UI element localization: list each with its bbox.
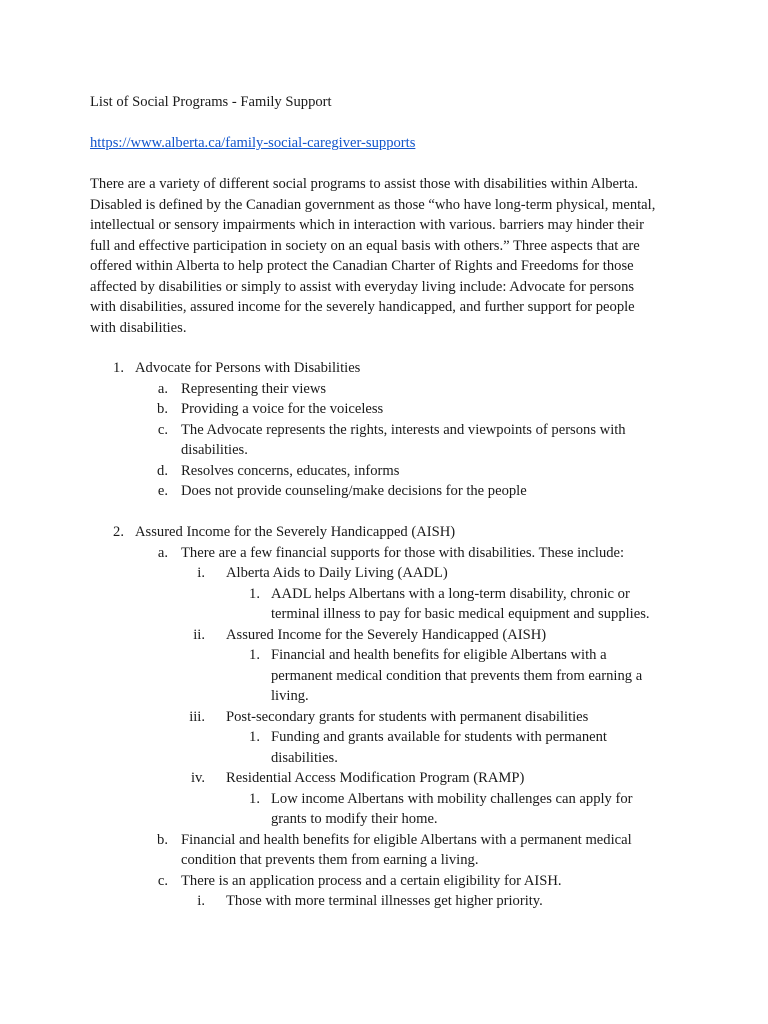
detail-item-continuation: terminal illness to pay for basic medical equipment and supplies. [271,606,650,622]
list-item: Providing a voice for the voiceless [181,401,384,417]
list-marker: d. [157,462,168,479]
list-marker: iii. [189,708,205,725]
list-marker: a. [157,380,168,397]
detail-item-continuation: disabilities. [271,749,338,766]
intro-line: offered within Alberta to help protect the Canadian Charter of Rights and Freedoms for those [90,258,634,274]
list-marker: b. [157,401,168,417]
section-heading: Assured Income for the Severely Handicapped (AISH) [135,524,456,540]
intro-line: full and effective participation in society on an equal basis with others.” Three aspects that are [90,237,640,254]
list-marker: 1. [249,729,260,745]
list-marker: iv. [190,770,205,786]
list-item: Representing their views [181,380,327,397]
intro-line: with disabilities, assured income for the severely handicapped, and further support for people [90,299,635,315]
source-link[interactable]: https://www.alberta.ca/family-social-caregiver-supports [90,135,416,151]
intro-line: There are a variety of different social programs to assist those with disabilities within Alberta. [90,176,639,192]
sub-item: Post-secondary grants for students with permanent disabilities [226,708,589,725]
list-marker: c. [157,872,168,889]
sub-item: Those with more terminal illnesses get higher priority. [226,893,543,909]
detail-item: Financial and health benefits for eligible Albertans with a [271,647,607,663]
detail-item-continuation: grants to modify their home. [271,811,438,827]
list-marker: b. [157,831,168,848]
detail-item: AADL helps Albertans with a long-term disability, chronic or [271,585,630,602]
list-item-continuation: disabilities. [181,442,248,458]
list-item: The Advocate represents the rights, interests and viewpoints of persons with [181,421,626,438]
list-item: There is an application process and a certain eligibility for AISH. [181,872,562,889]
detail-item: Low income Albertans with mobility challenges can apply for [271,790,633,807]
document-title: List of Social Programs - Family Support [90,94,332,110]
list-item: There are a few financial supports for those with disabilities. These include: [181,544,625,561]
list-item-continuation: condition that prevents them from earning a living. [181,852,479,868]
list-item: Does not provide counseling/make decisions for the people [181,483,527,499]
intro-line: intellectual or sensory impairments which in interaction with various. barriers may hinder their [90,217,644,233]
sub-item: Residential Access Modification Program (RAMP) [226,770,525,786]
list-marker: c. [157,421,168,438]
list-item: Resolves concerns, educates, informs [181,462,400,479]
section-heading: Advocate for Persons with Disabilities [135,360,361,376]
intro-line: with disabilities. [90,319,187,336]
intro-line: Disabled is defined by the Canadian government as those “who have long-term physical, mental, [90,196,656,213]
sub-item: Assured Income for the Severely Handicapped (AISH) [226,626,547,643]
intro-line: affected by disabilities or simply to assist with everyday living include: Advocate for persons [90,278,635,295]
list-marker: i. [197,893,205,909]
list-item: Financial and health benefits for eligible Albertans with a permanent medical [181,831,632,848]
list-marker: 1. [249,647,260,663]
list-marker: a. [157,544,168,561]
detail-item: Funding and grants available for students with permanent [271,729,607,745]
sub-item: Alberta Aids to Daily Living (AADL) [226,565,448,581]
detail-item-continuation: living. [271,688,309,704]
list-marker: 1. [249,790,260,807]
list-marker: e. [157,483,168,499]
list-marker: i. [197,565,205,581]
list-marker: ii. [193,626,205,643]
detail-item-continuation: permanent medical condition that prevents them from earning a [271,667,643,684]
list-marker: 1. [249,585,260,602]
list-marker: 2. [113,524,124,540]
list-marker: 1. [113,360,124,376]
